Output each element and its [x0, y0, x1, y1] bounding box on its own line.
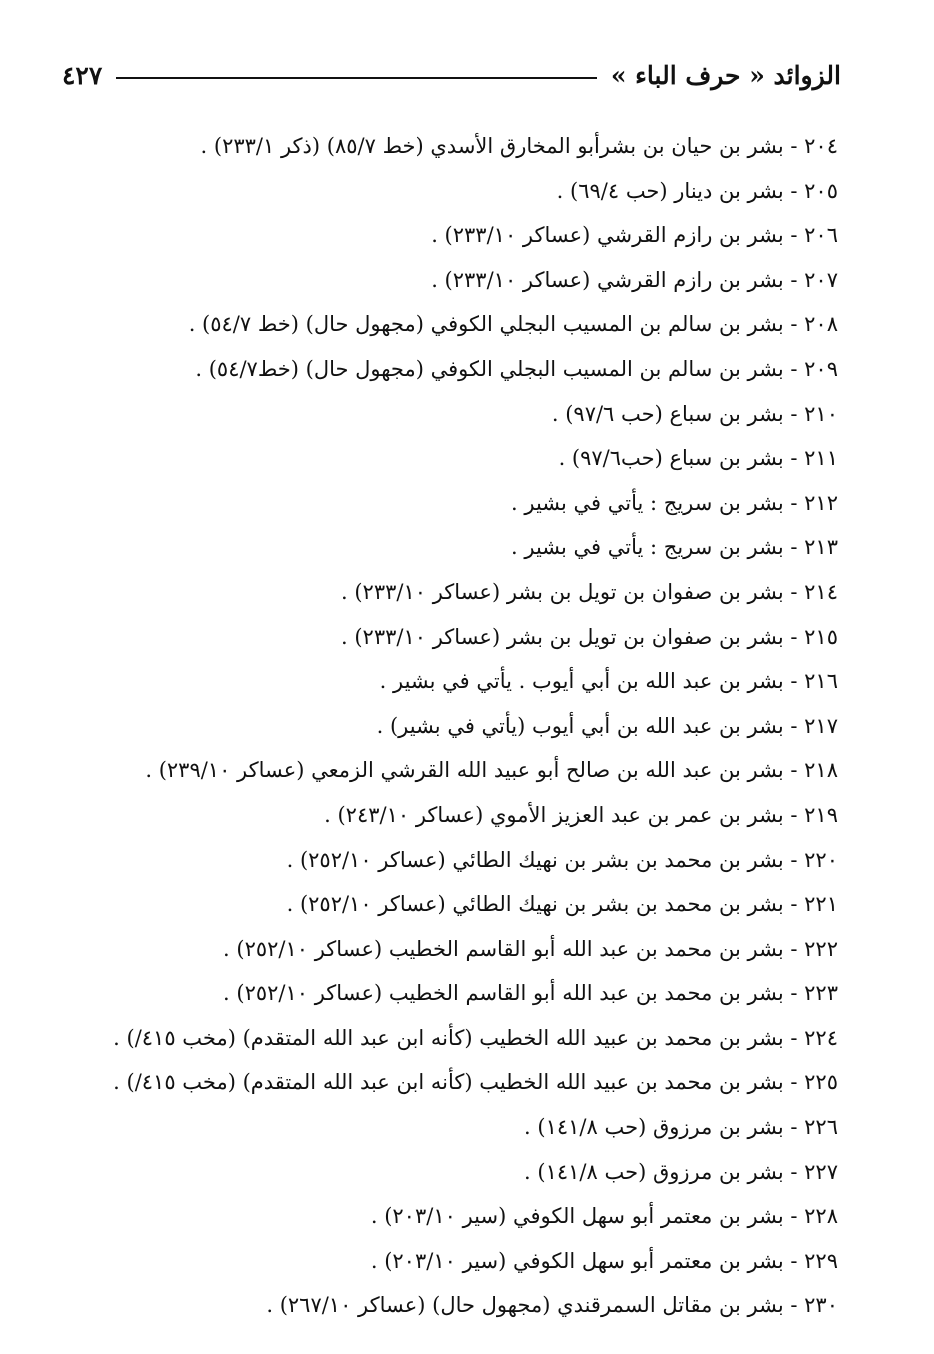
entry-210: ٢١٠ - بشر بن سباع (حب ٩٧/٦) . — [551, 401, 838, 426]
entry-list — [78, 124, 838, 1328]
entry-222: ٢٢٢ - بشر بن محمد بن عبد الله أبو القاسم الخطيب (عساكر ٢٥٢/١٠) . — [223, 936, 838, 961]
entry-218: ٢١٨ - بشر بن عبد الله بن صالح أبو عبيد الله القرشي الزمعي (عساكر ٢٣٩/١٠) . — [145, 758, 838, 783]
entry-207: ٢٠٧ - بشر بن رازم القرشي (عساكر ٢٣٣/١٠) . — [431, 267, 838, 292]
entry-214: ٢١٤ - بشر بن صفوان بن تويل بن بشر (عساكر ٢٣٣/١٠) . — [341, 579, 838, 604]
entry-221: ٢٢١ - بشر بن محمد بن بشر بن نهيك الطائي (عساكر ٢٥٢/١٠) . — [286, 892, 838, 917]
entry-208: ٢٠٨ - بشر بن سالم بن المسيب البجلي الكوفي (مجهول حال) (خط ٥٤/٧) . — [188, 312, 838, 337]
entry-220: ٢٢٠ - بشر بن محمد بن بشر بن نهيك الطائي (عساكر ٢٥٢/١٠) . — [286, 847, 838, 872]
page-number: ٤٢٧ — [62, 61, 103, 90]
entry-204: ٢٠٤ - بشر بن حيان بن بشرأبو المخارق الأسدي (خط ٨٥/٧) (ذكر ٢٣٣/١) . — [200, 134, 838, 158]
running-head — [62, 56, 841, 96]
entry-228: ٢٢٨ - بشر بن معتمر أبو سهل الكوفي (سير ٢٠٣/١٠) . — [370, 1204, 838, 1229]
entry-219: ٢١٩ - بشر بن عمر بن عبد العزيز الأموي (عساكر ٢٤٣/١٠) . — [324, 802, 838, 827]
running-title: الزوائد « حرف الباء » — [610, 61, 841, 90]
entry-224: ٢٢٤ - بشر بن محمد بن عبيد الله الخطيب (كأنه ابن عبد الله المتقدم) (مخب ٤١٥/) . — [113, 1025, 838, 1050]
entry-227: ٢٢٧ - بشر بن مرزوق (حب ١٤١/٨) . — [524, 1159, 838, 1184]
entry-205: ٢٠٥ - بشر بن دينار (حب ٦٩/٤) . — [556, 178, 838, 203]
entry-213: ٢١٣ - بشر بن سريج : يأتي في بشير . — [511, 535, 838, 560]
entry-211: ٢١١ - بشر بن سباع (حب٩٧/٦) . — [558, 446, 838, 471]
entry-230: ٢٣٠ - بشر بن مقاتل السمرقندي (مجهول حال) (عساكر ٢٦٧/١٠) . — [266, 1293, 838, 1318]
entry-225: ٢٢٥ - بشر بن محمد بن عبيد الله الخطيب (كأنه ابن عبد الله المتقدم) (مخب ٤١٥/) . — [113, 1070, 838, 1095]
entry-217: ٢١٧ - بشر بن عبد الله بن أبي أيوب (يأتي في بشير) . — [376, 713, 838, 738]
entry-216: ٢١٦ - بشر بن عبد الله بن أبي أيوب . يأتي في بشير . — [379, 669, 838, 694]
entry-223: ٢٢٣ - بشر بن محمد بن عبد الله أبو القاسم الخطيب (عساكر ٢٥٢/١٠) . — [223, 981, 838, 1006]
entry-226: ٢٢٦ - بشر بن مرزوق (حب ١٤١/٨) . — [524, 1115, 838, 1140]
entry-206: ٢٠٦ - بشر بن رازم القرشي (عساكر ٢٣٣/١٠) . — [431, 223, 838, 248]
entry-209: ٢٠٩ - بشر بن سالم بن المسيب البجلي الكوفي (مجهول حال) (خط٥٤/٧) . — [195, 356, 838, 381]
entry-215: ٢١٥ - بشر بن صفوان بن تويل بن بشر (عساكر ٢٣٣/١٠) . — [341, 624, 838, 649]
entry-229: ٢٢٩ - بشر بن معتمر أبو سهل الكوفي (سير ٢٠٣/١٠) . — [370, 1248, 838, 1273]
header-rule — [116, 77, 597, 79]
entry-212: ٢١٢ - بشر بن سريج : يأتي في بشير . — [511, 490, 838, 515]
